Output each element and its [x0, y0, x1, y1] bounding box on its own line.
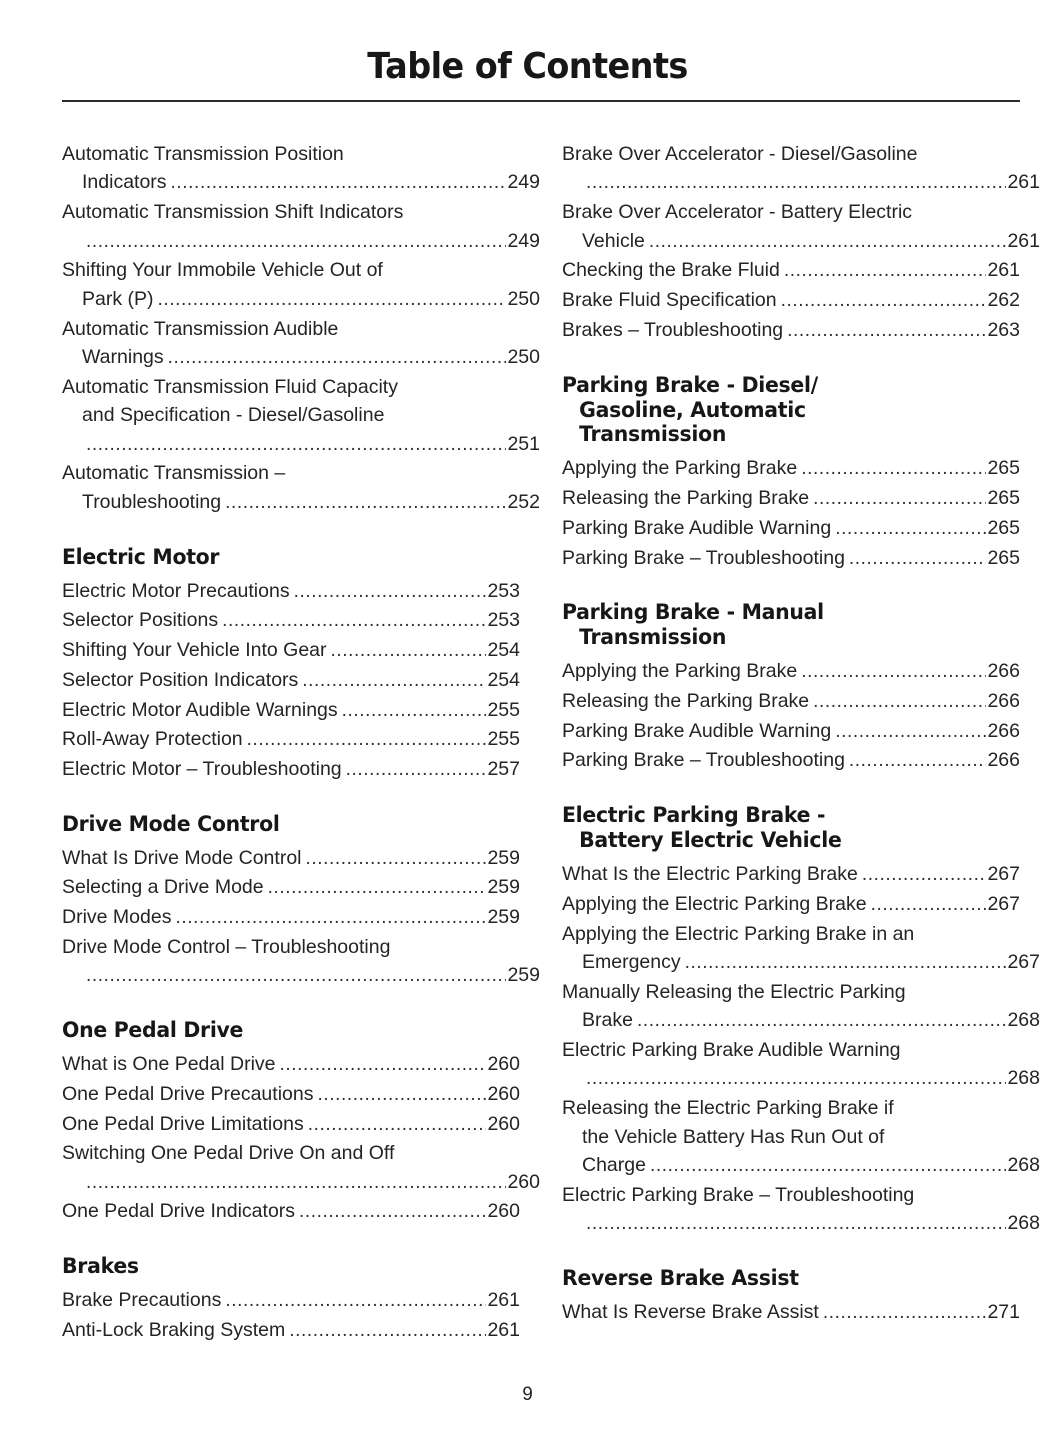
toc-entry[interactable]	[62, 1286, 520, 1315]
dot-leader	[871, 891, 987, 919]
toc-entry[interactable]	[562, 140, 1040, 197]
toc-page-number: 254	[487, 639, 520, 662]
toc-entry-leader-row	[62, 343, 540, 372]
toc-entry-title: Applying the Electric Parking Brake	[562, 892, 867, 915]
page-number: 9	[522, 1384, 533, 1405]
toc-entry[interactable]	[62, 315, 540, 372]
toc-entry[interactable]	[62, 903, 520, 932]
toc-entry-leader-row	[562, 687, 1020, 716]
dot-leader	[175, 904, 486, 932]
toc-entry[interactable]	[562, 1298, 1020, 1327]
toc-entry-title: Emergency	[582, 950, 681, 973]
toc-entry-title: Brakes – Troubleshooting	[562, 318, 784, 341]
toc-entry[interactable]	[62, 1080, 520, 1109]
toc-entry-title: What Is Drive Mode Control	[62, 846, 302, 869]
toc-entry-leader-row	[62, 1197, 520, 1226]
dot-leader	[784, 257, 987, 285]
toc-entry-title: Applying the Parking Brake	[562, 457, 798, 480]
toc-left-column	[62, 140, 540, 1346]
toc-entry-leader-row	[562, 256, 1020, 285]
toc-entry-leader-row	[62, 488, 540, 517]
toc-entry[interactable]	[562, 316, 1020, 345]
toc-entry[interactable]	[562, 1036, 1040, 1093]
toc-entry[interactable]	[62, 636, 520, 665]
toc-entry-line: Brake Over Accelerator - Diesel/Gasoline	[562, 143, 918, 165]
toc-entry-leader-row	[62, 227, 540, 256]
toc-entry-leader-row	[62, 168, 540, 197]
section-heading	[562, 804, 997, 854]
toc-entry-title: Warnings	[82, 346, 164, 369]
toc-entry[interactable]	[562, 687, 1020, 716]
toc-entry-leader-row	[562, 1209, 1040, 1238]
toc-entry-title: Parking Brake Audible Warning	[562, 719, 832, 742]
toc-page-number: 261	[487, 1289, 520, 1312]
toc-page-number: 253	[487, 609, 520, 632]
toc-entry[interactable]	[62, 725, 520, 754]
toc-entry[interactable]	[62, 696, 520, 725]
section-heading-continuation: Transmission	[579, 422, 727, 448]
toc-entry-leader-row	[562, 746, 1020, 775]
dot-leader	[294, 578, 487, 606]
toc-entry-leader-row	[562, 514, 1020, 543]
section-heading	[562, 1267, 997, 1292]
toc-page-number: 260	[487, 1200, 520, 1223]
toc-entry[interactable]	[62, 933, 540, 990]
dot-leader	[225, 1287, 486, 1315]
section-heading-text: One Pedal Drive	[62, 1018, 244, 1044]
toc-entry-title: Shifting Your Vehicle Into Gear	[62, 639, 327, 662]
toc-page-number: 259	[487, 876, 520, 899]
dot-leader	[317, 1081, 486, 1109]
toc-entry-leader-row	[562, 1006, 1040, 1035]
toc-page-number: 253	[487, 579, 520, 602]
toc-entry-leader-row	[562, 1298, 1020, 1327]
toc-entry-title: Electric Motor – Troubleshooting	[62, 758, 342, 781]
toc-entry[interactable]	[62, 606, 520, 635]
dot-leader	[289, 1317, 486, 1345]
toc-page-number: 257	[487, 758, 520, 781]
toc-entry[interactable]	[562, 746, 1020, 775]
toc-entry-title: Indicators	[82, 171, 167, 194]
dot-leader	[586, 169, 1006, 197]
toc-page-number: 250	[507, 287, 540, 310]
toc-page-number: 265	[987, 546, 1020, 569]
section-heading-text: Electric Parking Brake -	[562, 803, 826, 829]
dot-leader	[86, 431, 506, 459]
toc-entry-title: Electric Motor Audible Warnings	[62, 698, 338, 721]
toc-page-number: 265	[987, 457, 1020, 480]
section-heading-text: Electric Motor	[62, 544, 220, 570]
dot-leader	[280, 1051, 487, 1079]
toc-entry-line: Shifting Your Immobile Vehicle Out of	[62, 259, 383, 282]
section-heading	[62, 1019, 497, 1044]
toc-entry[interactable]	[562, 717, 1020, 746]
toc-page-number: 271	[987, 1300, 1020, 1323]
toc-entry[interactable]	[62, 140, 540, 197]
dot-leader	[331, 637, 487, 665]
toc-entry-leader-row	[62, 1286, 520, 1315]
toc-entry-title: One Pedal Drive Precautions	[62, 1082, 314, 1105]
toc-entry[interactable]	[62, 1110, 520, 1139]
toc-entry[interactable]	[562, 544, 1020, 573]
toc-page-number: 265	[987, 487, 1020, 510]
dot-leader	[268, 874, 487, 902]
toc-entry-title: What Is Reverse Brake Assist	[562, 1300, 819, 1323]
toc-entry-title: Vehicle	[582, 229, 645, 252]
toc-entry-leader-row	[562, 860, 1020, 889]
toc-entry-title: Releasing the Parking Brake	[562, 487, 810, 510]
toc-entry-leader-row	[562, 168, 1040, 197]
toc-entry-leader-row	[562, 454, 1020, 483]
dot-leader	[342, 697, 487, 725]
dot-leader	[849, 545, 987, 573]
toc-page-number: 260	[487, 1053, 520, 1076]
toc-entry[interactable]	[562, 890, 1020, 919]
section-heading-text: Brakes	[62, 1254, 139, 1280]
toc-entry-leader-row	[62, 755, 520, 784]
toc-entry-title: Selector Positions	[62, 609, 219, 632]
dot-leader	[302, 667, 486, 695]
toc-entry-leader-row	[62, 1080, 520, 1109]
dot-leader	[86, 228, 506, 256]
toc-entry[interactable]	[62, 459, 540, 516]
toc-page-number: 259	[487, 846, 520, 869]
toc-entry-title: What Is the Electric Parking Brake	[562, 863, 858, 886]
toc-page-number: 255	[487, 728, 520, 751]
toc-entry-title: What is One Pedal Drive	[62, 1053, 276, 1076]
dot-leader	[650, 1152, 1006, 1180]
toc-entry-title: Anti-Lock Braking System	[62, 1318, 286, 1341]
toc-entry[interactable]	[562, 454, 1020, 483]
toc-entry-title: Checking the Brake Fluid	[562, 259, 780, 282]
toc-page-number: 249	[507, 171, 540, 194]
dot-leader	[823, 1299, 987, 1327]
toc-entry-leader-row	[562, 948, 1040, 977]
toc-page-number: 260	[487, 1112, 520, 1135]
toc-entry-line: Automatic Transmission Position	[62, 143, 344, 165]
dot-leader	[801, 658, 986, 686]
toc-page-number: 268	[1007, 1067, 1040, 1090]
toc-entry-leader-row	[62, 1110, 520, 1139]
toc-entry[interactable]	[62, 198, 540, 255]
toc-entry-line: Switching One Pedal Drive On and Off	[62, 1142, 395, 1165]
toc-entry-title: Selector Position Indicators	[62, 668, 299, 691]
dot-leader	[637, 1007, 1007, 1035]
dot-leader	[247, 726, 487, 754]
toc-entry-line: Automatic Transmission –	[62, 462, 286, 485]
toc-entry-leader-row	[562, 657, 1020, 686]
toc-page-number: 261	[1007, 171, 1040, 194]
dot-leader	[801, 455, 986, 483]
dot-leader	[299, 1198, 486, 1226]
toc-entry-leader-row	[62, 1050, 520, 1079]
toc-page-number: 249	[507, 229, 540, 252]
dot-leader	[308, 1111, 487, 1139]
toc-entry-title: Parking Brake – Troubleshooting	[562, 749, 845, 772]
toc-page-number: 259	[487, 906, 520, 929]
dot-leader	[222, 607, 486, 635]
toc-entry-line: Brake Over Accelerator - Battery Electric	[562, 201, 913, 224]
toc-entry-title: One Pedal Drive Limitations	[62, 1112, 304, 1135]
section-heading-text: Parking Brake - Diesel/	[562, 372, 818, 398]
toc-entry-leader-row	[562, 227, 1040, 256]
dot-leader	[586, 1210, 1006, 1238]
toc-entry-leader-row	[62, 606, 520, 635]
toc-page-number: 265	[987, 516, 1020, 539]
toc-entry-title: One Pedal Drive Indicators	[62, 1200, 296, 1223]
dot-leader	[306, 845, 487, 873]
toc-entry-line: Electric Parking Brake – Troubleshooting	[562, 1183, 915, 1206]
toc-entry-leader-row	[62, 577, 520, 606]
page-title: Table of Contents	[367, 46, 688, 87]
dot-leader	[781, 287, 987, 315]
toc-entry-leader-row	[562, 286, 1020, 315]
toc-entry[interactable]	[62, 373, 540, 459]
toc-entry[interactable]	[62, 577, 520, 606]
toc-entry-title: Roll-Away Protection	[62, 728, 243, 751]
toc-entry[interactable]	[562, 657, 1020, 686]
dot-leader	[813, 485, 986, 513]
dot-leader	[346, 756, 487, 784]
toc-entry-line: and Specification - Diesel/Gasoline	[82, 404, 385, 427]
dot-leader	[835, 718, 986, 746]
toc-entry-line: Drive Mode Control – Troubleshooting	[62, 935, 391, 958]
toc-right-column	[562, 140, 1040, 1346]
toc-entry[interactable]	[562, 860, 1020, 889]
toc-page-number: 268	[1007, 1154, 1040, 1177]
toc-entry-leader-row	[562, 316, 1020, 345]
toc-page-number: 266	[987, 660, 1020, 683]
toc-entry[interactable]	[562, 198, 1040, 255]
dot-leader	[168, 344, 507, 372]
dot-leader	[813, 688, 986, 716]
toc-entry-line: Automatic Transmission Fluid Capacity	[62, 375, 398, 398]
toc-entry[interactable]	[562, 286, 1020, 315]
toc-entry-title: Parking Brake Audible Warning	[562, 516, 832, 539]
toc-entry-title: Parking Brake – Troubleshooting	[562, 546, 845, 569]
toc-entry-line: Automatic Transmission Audible	[62, 317, 339, 340]
dot-leader	[649, 228, 1007, 256]
dot-leader	[849, 747, 987, 775]
dot-leader	[158, 286, 507, 314]
toc-entry-leader-row	[62, 961, 540, 990]
toc-entry[interactable]	[562, 256, 1020, 285]
toc-page-number: 260	[487, 1082, 520, 1105]
dot-leader	[171, 169, 507, 197]
toc-page-number: 259	[507, 964, 540, 987]
dot-leader	[86, 1169, 506, 1197]
toc-entry-leader-row	[62, 430, 540, 459]
title-divider	[62, 100, 1020, 102]
toc-entry-leader-row	[562, 1064, 1040, 1093]
section-heading-continuation: Battery Electric Vehicle	[579, 828, 842, 854]
toc-entry-title: Electric Motor Precautions	[62, 579, 290, 602]
section-heading-text: Parking Brake - Manual	[562, 600, 824, 626]
toc-entry[interactable]	[562, 920, 1040, 977]
toc-entry-leader-row	[562, 484, 1020, 513]
section-heading	[62, 546, 497, 571]
toc-entry-line: the Vehicle Battery Has Run Out of	[582, 1125, 885, 1148]
toc-entry[interactable]	[62, 1316, 520, 1345]
toc-entry-leader-row	[562, 1151, 1040, 1180]
toc-page-number: 267	[987, 863, 1020, 886]
toc-page-number: 251	[507, 432, 540, 455]
dot-leader	[586, 1065, 1006, 1093]
toc-entry[interactable]	[62, 1139, 540, 1196]
toc-page-number: 263	[987, 318, 1020, 341]
toc-page-number: 255	[487, 698, 520, 721]
toc-page-number: 252	[507, 490, 540, 513]
toc-entry-line: Applying the Electric Parking Brake in an	[562, 922, 915, 945]
toc-entry-leader-row	[62, 285, 540, 314]
toc-entry[interactable]	[562, 1181, 1040, 1238]
toc-entry-title: Applying the Parking Brake	[562, 660, 798, 683]
toc-entry-line: Manually Releasing the Electric Parking	[562, 980, 906, 1003]
toc-page-number: 267	[1007, 950, 1040, 973]
toc-entry-title: Releasing the Parking Brake	[562, 689, 810, 712]
toc-entry-leader-row	[62, 844, 520, 873]
toc-entry-leader-row	[62, 666, 520, 695]
section-heading-text: Drive Mode Control	[62, 811, 280, 837]
toc-entry[interactable]	[62, 666, 520, 695]
toc-entry-line: Automatic Transmission Shift Indicators	[62, 201, 404, 224]
toc-entry-leader-row	[62, 636, 520, 665]
toc-entry-leader-row	[62, 725, 520, 754]
toc-page-number: 262	[987, 289, 1020, 312]
toc-page-number: 268	[1007, 1009, 1040, 1032]
toc-entry-title: Brake Precautions	[62, 1289, 222, 1312]
toc-entry[interactable]	[62, 873, 520, 902]
toc-entry[interactable]	[62, 755, 520, 784]
toc-entry-title: Brake	[582, 1009, 633, 1032]
toc-entry[interactable]	[62, 1050, 520, 1079]
toc-page-number: 260	[507, 1170, 540, 1193]
dot-leader	[787, 317, 986, 345]
toc-entry-title: Troubleshooting	[82, 490, 222, 513]
toc-page-number: 261	[1007, 229, 1040, 252]
toc-entry-leader-row	[562, 717, 1020, 746]
section-heading	[62, 813, 497, 838]
toc-entry-leader-row	[62, 1316, 520, 1345]
toc-columns	[62, 140, 1040, 1346]
toc-entry[interactable]	[62, 256, 540, 313]
toc-entry-leader-row	[562, 890, 1020, 919]
toc-page-number: 250	[507, 346, 540, 369]
toc-page-number: 267	[987, 892, 1020, 915]
toc-entry[interactable]	[562, 514, 1020, 543]
toc-entry-leader-row	[62, 696, 520, 725]
dot-leader	[835, 515, 986, 543]
toc-entry-leader-row	[562, 544, 1020, 573]
toc-page-number: 254	[487, 668, 520, 691]
dot-leader	[225, 489, 506, 517]
toc-entry[interactable]	[562, 978, 1040, 1035]
toc-entry[interactable]	[62, 1197, 520, 1226]
toc-entry-title: Drive Modes	[62, 906, 172, 929]
dot-leader	[86, 962, 506, 990]
toc-page-number: 261	[487, 1318, 520, 1341]
toc-page-number: 261	[987, 259, 1020, 282]
toc-entry[interactable]	[562, 1094, 1040, 1180]
toc-entry-title: Brake Fluid Specification	[562, 289, 777, 312]
toc-page-number: 266	[987, 689, 1020, 712]
toc-page-number: 268	[1007, 1212, 1040, 1235]
section-heading-continuation: Transmission	[579, 625, 727, 651]
toc-page-number: 266	[987, 749, 1020, 772]
toc-entry[interactable]	[62, 844, 520, 873]
section-heading	[562, 374, 997, 449]
section-heading-text: Reverse Brake Assist	[562, 1266, 799, 1291]
section-heading-continuation: Gasoline, Automatic	[579, 397, 806, 423]
toc-entry-leader-row	[62, 903, 520, 932]
toc-entry-title: Selecting a Drive Mode	[62, 876, 264, 899]
toc-entry-leader-row	[62, 873, 520, 902]
dot-leader	[685, 949, 1007, 977]
toc-entry-title: Charge	[582, 1154, 646, 1177]
toc-entry[interactable]	[562, 484, 1020, 513]
toc-page-number: 266	[987, 719, 1020, 742]
dot-leader	[862, 861, 987, 889]
toc-entry-line: Releasing the Electric Parking Brake if	[562, 1097, 894, 1120]
toc-entry-title: Park (P)	[82, 287, 154, 310]
toc-entry-line: Electric Parking Brake Audible Warning	[562, 1038, 901, 1061]
toc-entry-leader-row	[62, 1168, 540, 1197]
section-heading	[62, 1255, 497, 1280]
section-heading	[562, 601, 997, 651]
